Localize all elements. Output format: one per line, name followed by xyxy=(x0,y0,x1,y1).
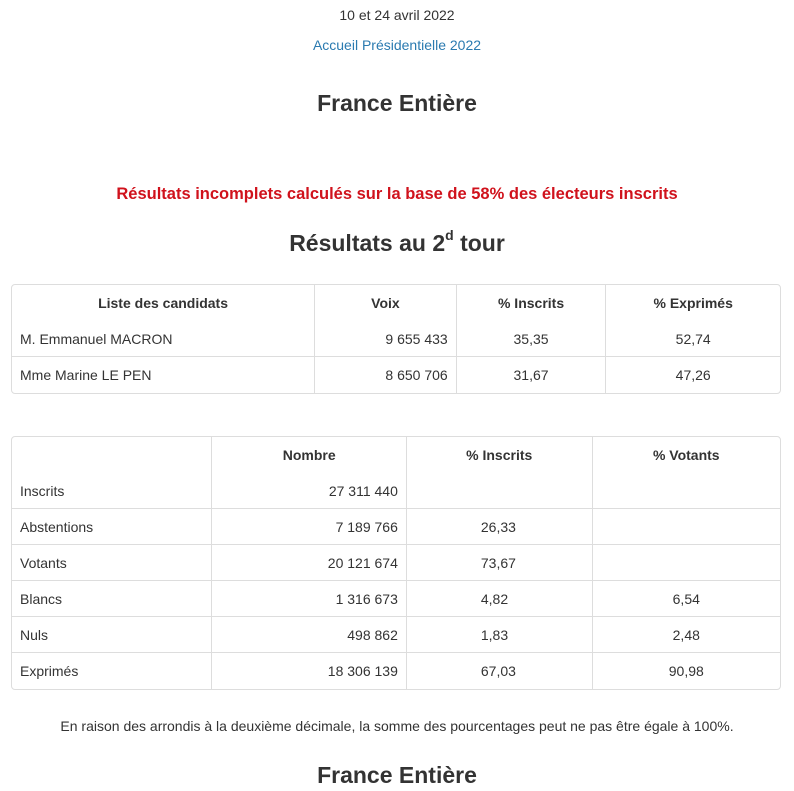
table-row xyxy=(12,581,780,617)
column-header-voix: Voix xyxy=(315,285,457,321)
stat-pct-inscrits: 1,83 xyxy=(407,617,593,653)
page-title: France Entière xyxy=(317,90,477,116)
table-row xyxy=(12,653,780,689)
results-title-superscript: d xyxy=(445,227,454,244)
stat-label: Blancs xyxy=(12,581,212,617)
table-row xyxy=(12,357,780,393)
table-row xyxy=(12,509,780,545)
candidate-pct-inscrits: 31,67 xyxy=(457,357,607,393)
table-row xyxy=(12,617,780,653)
rounding-footnote: En raison des arrondis à la deuxième décimale, la somme des pourcentages peut ne pas être égale à 100%. xyxy=(60,718,734,734)
stat-pct-inscrits: 67,03 xyxy=(407,653,593,689)
candidate-pct-exprimes: 47,26 xyxy=(675,367,711,383)
stat-pct-inscrits: 26,33 xyxy=(407,509,593,545)
stat-label: Nuls xyxy=(12,617,212,653)
stat-pct-inscrits: 4,82 xyxy=(407,581,593,617)
stat-nombre: 27 311 440 xyxy=(212,473,406,509)
column-header-votants: % Votants xyxy=(652,447,720,463)
stat-pct-inscrits xyxy=(407,473,593,509)
stat-nombre: 498 862 xyxy=(212,617,406,653)
stat-label: Inscrits xyxy=(12,473,212,509)
stat-pct-votants xyxy=(593,473,780,509)
table-header-row xyxy=(12,285,780,321)
stat-pct-votants xyxy=(593,545,780,581)
stat-label: Votants xyxy=(12,545,212,581)
candidate-name: Mme Marine LE PEN xyxy=(12,357,315,393)
column-header-inscrits: % Inscrits xyxy=(407,437,593,473)
stat-nombre: 20 121 674 xyxy=(212,545,406,581)
table-row xyxy=(12,321,780,357)
candidate-pct-inscrits: 35,35 xyxy=(457,321,607,357)
stat-label: Exprimés xyxy=(12,653,212,689)
column-header-inscrits: % Inscrits xyxy=(457,285,607,321)
column-header-label xyxy=(12,437,212,473)
candidate-voix: 9 655 433 xyxy=(315,321,457,357)
results-title-suffix: tour xyxy=(453,230,505,256)
results-title-prefix: Résultats au 2 xyxy=(289,230,446,256)
stat-pct-votants: 2,48 xyxy=(593,617,780,653)
stat-pct-votants xyxy=(593,509,780,545)
home-link[interactable]: Accueil Présidentielle 2022 xyxy=(312,37,482,53)
section-title: France Entière xyxy=(317,762,477,788)
column-header-candidates: Liste des candidats xyxy=(12,285,315,321)
table-header-row xyxy=(12,437,780,473)
table-row xyxy=(12,473,780,509)
stat-label: Abstentions xyxy=(12,509,212,545)
candidate-voix: 8 650 706 xyxy=(315,357,457,393)
incomplete-results-warning: Résultats incomplets calculés sur la base de 58% des électeurs inscrits xyxy=(116,185,678,203)
stat-nombre: 1 316 673 xyxy=(212,581,406,617)
stat-nombre: 7 189 766 xyxy=(212,509,406,545)
candidate-name: M. Emmanuel MACRON xyxy=(12,321,315,357)
table-row xyxy=(12,545,780,581)
candidate-pct-exprimes: 52,74 xyxy=(606,321,780,357)
stat-nombre: 18 306 139 xyxy=(212,653,406,689)
column-header-nombre: Nombre xyxy=(212,437,406,473)
results-title xyxy=(0,227,794,259)
election-date: 10 et 24 avril 2022 xyxy=(339,7,455,23)
column-header-exprimes: % Exprimés xyxy=(653,295,733,311)
candidates-table xyxy=(11,284,781,394)
stat-pct-votants: 90,98 xyxy=(668,663,704,679)
stat-pct-inscrits: 73,67 xyxy=(407,545,593,581)
turnout-table xyxy=(11,436,781,690)
stat-pct-votants: 6,54 xyxy=(593,581,780,617)
